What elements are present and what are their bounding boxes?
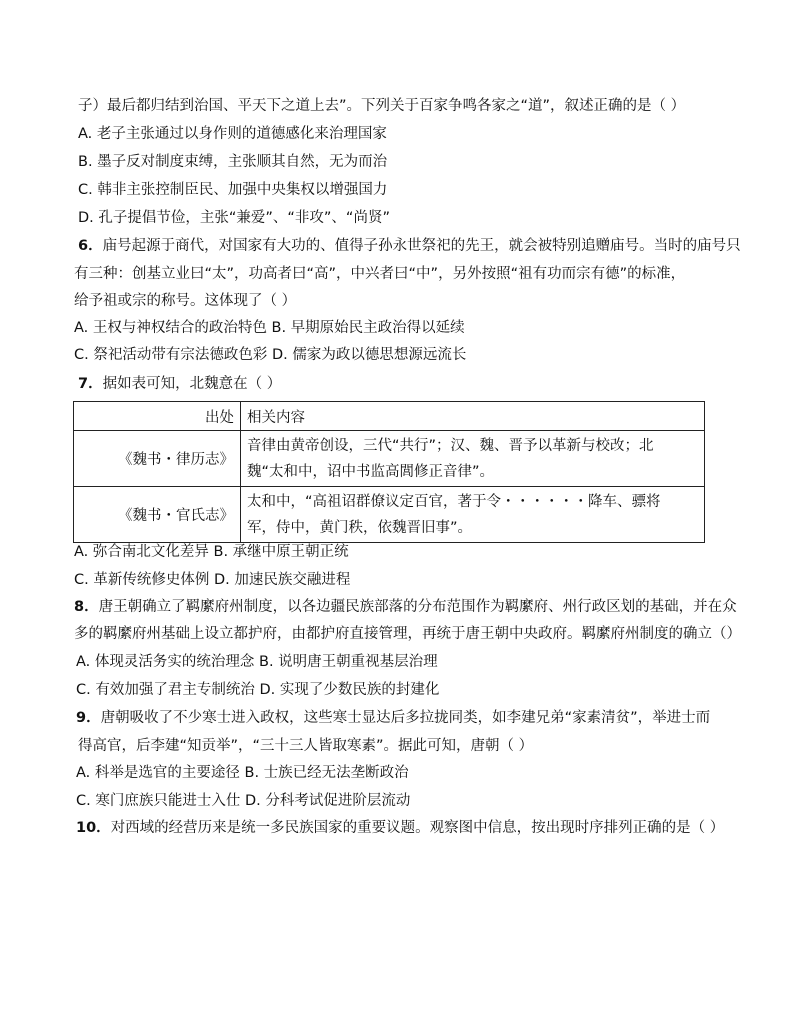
q7-stem xyxy=(78,374,281,394)
row-content-line-1: 音律由黄帝创设，三代“共行”；汉、魏、晋予以革新与校改；北 xyxy=(247,437,654,454)
q5-option-b: B. 墨子反对制度束缚，主张顺其自然，无为而治 xyxy=(78,154,388,170)
q10-stem xyxy=(76,818,724,838)
table-row xyxy=(74,487,705,543)
q6-stem-text-1: 庙号起源于商代，对国家有大功的、值得子孙永世祭祀的先王，就会被特别追赠庙号。当时的庙号只 xyxy=(102,238,741,254)
row-content xyxy=(241,487,705,543)
q9-options-ab: A. 科举是选官的主要途径 B. 士族已经无法垄断政治 xyxy=(76,765,409,781)
q7-options-ab: A. 弥合南北文化差异 B. 承继中原王朝正统 xyxy=(74,544,349,560)
q6-options-cd: C. 祭祀活动带有宗法德政色彩 D. 儒家为政以德思想源远流长 xyxy=(74,347,467,363)
q9-options-cd: C. 寒门庶族只能进士入仕 D. 分科考试促进阶层流动 xyxy=(76,793,411,809)
row-content-line-2: 军，侍中，黄门秩，依魏晋旧事”。 xyxy=(247,519,473,536)
q5-option-d: D. 孔子提倡节俭，主张“兼爱”、“非攻”、“尚贤” xyxy=(78,210,390,226)
q5-stem-tail: 子）最后都归结到治国、平天下之道上去”。下列关于百家争鸣各家之“道”，叙述正确的是（ ） xyxy=(78,98,686,114)
q10-number: 10． xyxy=(76,820,111,836)
row-content xyxy=(241,431,705,487)
header-source: 出处 xyxy=(74,402,241,431)
q9-number: 9． xyxy=(76,710,101,726)
q8-stem-line-1 xyxy=(74,597,737,617)
q8-stem-text-1: 唐王朝确立了羁縻府州制度，以各边疆民族部落的分布范围作为羁縻府、州行政区划的基础，并在众 xyxy=(98,599,737,615)
q8-number: 8． xyxy=(74,599,99,615)
q9-stem-line-1 xyxy=(76,708,710,728)
q7-source-table xyxy=(73,401,705,543)
q6-stem-line-1 xyxy=(78,236,741,256)
row-source: 《魏书・官氏志》 xyxy=(74,487,241,543)
q6-number: 6． xyxy=(78,238,103,254)
q5-option-c: C. 韩非主张控制臣民、加强中央集权以增强国力 xyxy=(78,182,388,198)
q8-options-ab: A. 体现灵活务实的统治理念 B. 说明唐王朝重视基层治理 xyxy=(76,654,438,670)
q7-stem-text: 据如表可知，北魏意在（ ） xyxy=(102,376,282,392)
q7-number: 7． xyxy=(78,376,103,392)
q6-stem-line-2: 有三种：创基立业曰“太”，功高者曰“高”，中兴者曰“中”，另外按照“祖有功而宗有德”的标准， xyxy=(74,266,686,282)
table-row xyxy=(74,431,705,487)
q9-stem-line-2: 得高官，后李建“知贡举”，“三十三人皆取寒素”。据此可知，唐朝（ ） xyxy=(78,738,534,754)
q10-stem-text: 对西域的经营历来是统一多民族国家的重要议题。观察图中信息，按出现时序排列正确的是（ ） xyxy=(110,820,725,836)
q8-options-cd: C. 有效加强了君主专制统治 D. 实现了少数民族的封建化 xyxy=(76,682,440,698)
q6-stem-line-3: 给予祖或宗的称号。这体现了（ ） xyxy=(74,293,297,309)
q6-options-ab: A. 王权与神权结合的政治特色 B. 早期原始民主政治得以延续 xyxy=(74,320,465,336)
row-content-line-2: 魏“太和中，诏中书监高閭修正音律”。 xyxy=(247,463,495,480)
q5-option-a: A. 老子主张通过以身作则的道德感化来治理国家 xyxy=(78,126,387,142)
header-content: 相关内容 xyxy=(241,402,705,431)
row-content-line-1: 太和中，“高祖诏群僚议定百官，著于令・・・・・・降车、骠将 xyxy=(247,493,661,510)
q8-stem-line-2: 多的羁縻府州基础上设立都护府，由都护府直接管理，再统于唐王朝中央政府。羁縻府州制度的确立（） xyxy=(74,626,741,642)
q9-stem-text-1: 唐朝吸收了不少寒士进入政权，这些寒士显达后多拉拢同类，如李建兄弟“家素清贫”，举进士而 xyxy=(100,710,711,726)
row-source: 《魏书・律历志》 xyxy=(74,431,241,487)
table-header-row xyxy=(74,402,705,431)
q7-options-cd: C. 革新传统修史体例 D. 加速民族交融进程 xyxy=(74,572,351,588)
